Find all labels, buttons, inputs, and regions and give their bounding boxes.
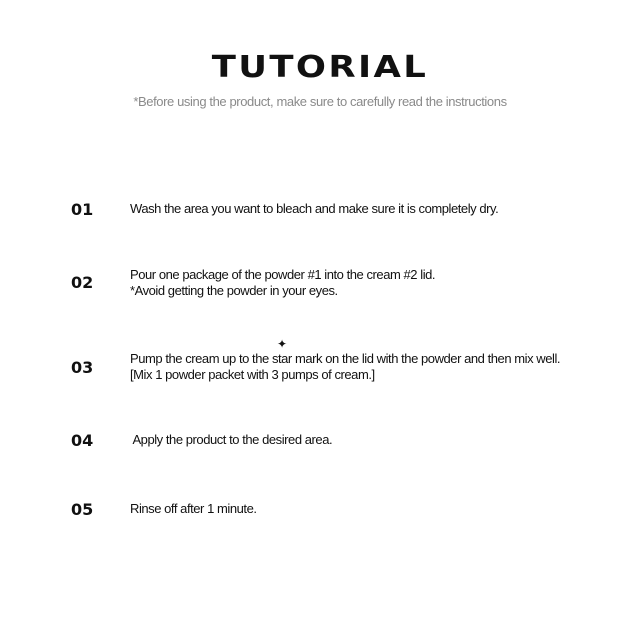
step-instruction — [130, 201, 498, 217]
step-instruction-line: Wash the area you want to bleach and make sure it is completely dry. — [130, 201, 499, 216]
step-instruction-line: Rinse off after 1 minute. — [130, 501, 257, 516]
step-instruction — [130, 432, 332, 448]
step-instruction-line: Apply the product to the desired area. — [130, 432, 333, 447]
step-instruction-note: [Mix 1 powder packet with 3 pumps of cream.] — [130, 367, 375, 382]
star-icon: ✦ — [277, 337, 288, 351]
step-instruction — [130, 267, 435, 299]
step-instruction-note: *Avoid getting the powder in your eyes. — [130, 283, 338, 298]
step-number: 03 — [71, 358, 94, 377]
step-number: 04 — [71, 431, 94, 450]
step-instruction — [130, 351, 560, 383]
step-number: 05 — [71, 500, 94, 519]
step-instruction — [130, 501, 257, 517]
step-instruction-line: Pour one package of the powder #1 into the cream #2 lid. — [130, 267, 436, 282]
step-number: 02 — [71, 273, 94, 292]
page-subtitle: *Before using the product, make sure to carefully read the instructions — [133, 94, 507, 109]
page-title: TUTORIAL — [211, 50, 429, 85]
step-number: 01 — [71, 200, 94, 219]
step-instruction-line: Pump the cream up to the star mark on the lid with the powder and then mix well. — [130, 351, 561, 366]
